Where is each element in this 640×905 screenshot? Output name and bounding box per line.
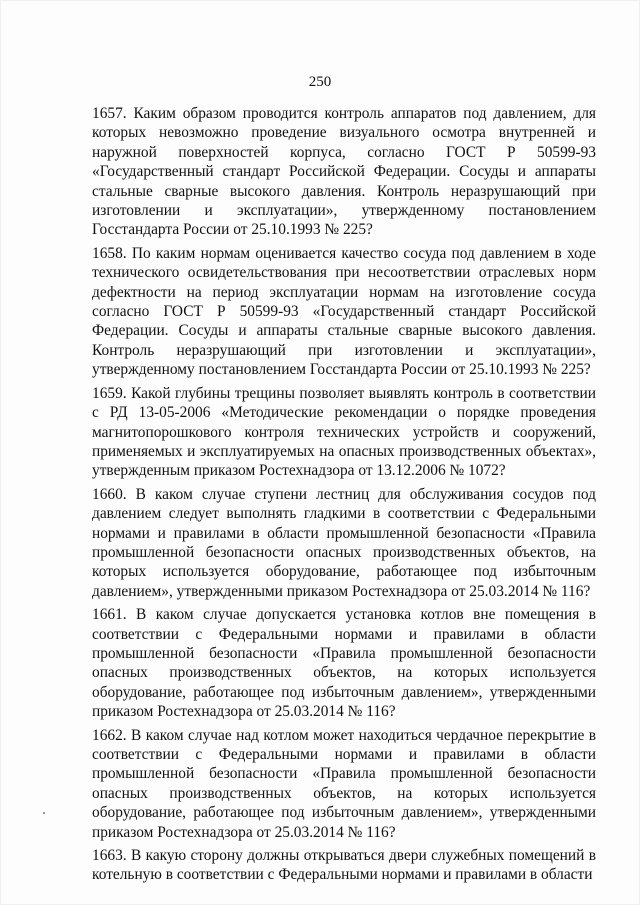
question-1659: 1659. Какой глубины трещины позволяет выявлять контроль в соответствии с РД 13-05-2006 «Методические рекомендации о порядке проведения магнитопорошкового контроля технических устройств и сооружений, применяемых и эксплуатируемых на опасных производственных объектах», утвержденным приказом Ростехнадзора от 13.12.2006 № 1072? (92, 384, 596, 480)
page-number: 250 (308, 74, 332, 90)
question-1660: 1660. В каком случае ступени лестниц для обслуживания сосудов под давлением следует выполнять гладкими в соответствии с Федеральными нормами и правилами в области промышленной безопасности «Правила промышленной безопасности опасных производственных объектов, на которых используется оборудование, работающее под избыточным давлением», утвержденными приказом Ростехнадзора от 25.03.2014 № 116? (92, 485, 596, 600)
question-1658: 1658. По каким нормам оценивается качество сосуда под давлением в ходе технического освидетельствования при несоответствии отраслевых норм дефектности на период эксплуатации нормам на изготовление сосуда согласно ГОСТ Р 50599-93 «Государственный стандарт Российской Федерации. Сосуды и аппараты стальные сварные высокого давления. Контроль неразрушающий при изготовлении и эксплуатации», утвержденному постановлением Госстандарта России от 25.10.1993 № 225? (92, 244, 596, 379)
scan-speck (43, 812, 45, 814)
question-1661: 1661. В каком случае допускается установка котлов вне помещения в соответствии с Федеральными нормами и правилами в области промышленной безопасности «Правила промышленной безопасности опасных производственных объектов, на которых используется оборудование, работающее под избыточным давлением», утвержденными приказом Ростехнадзора от 25.03.2014 № 116? (92, 606, 596, 721)
question-1657: 1657. Каким образом проводится контроль аппаратов под давлением, для которых невозможно проведение визуального осмотра внутренней и наружной поверхностей корпуса, согласно ГОСТ Р 50599-93 «Государственный стандарт Российской Федерации. Сосуды и аппараты стальные сварные высокого давления. Контроль неразрушающий при изготовлении и эксплуатации», утвержденному постановлением Госстандарта России от 25.10.1993 № 225? (92, 105, 596, 239)
questions-list (92, 104, 596, 885)
question-1663: 1663. В какую сторону должны открываться двери служебных помещений в котельную в соответствии с Федеральными нормами и правилами в области (92, 847, 596, 884)
question-1662: 1662. В каком случае над котлом может находиться чердачное перекрытие в соответствии с Федеральными нормами и правилами в области промышленной безопасности «Правила промышленной безопасности опасных производственных объектов, на которых используется оборудование, работающее под избыточным давлением», утвержденными приказом Ростехнадзора от 25.03.2014 № 116? (92, 726, 596, 841)
